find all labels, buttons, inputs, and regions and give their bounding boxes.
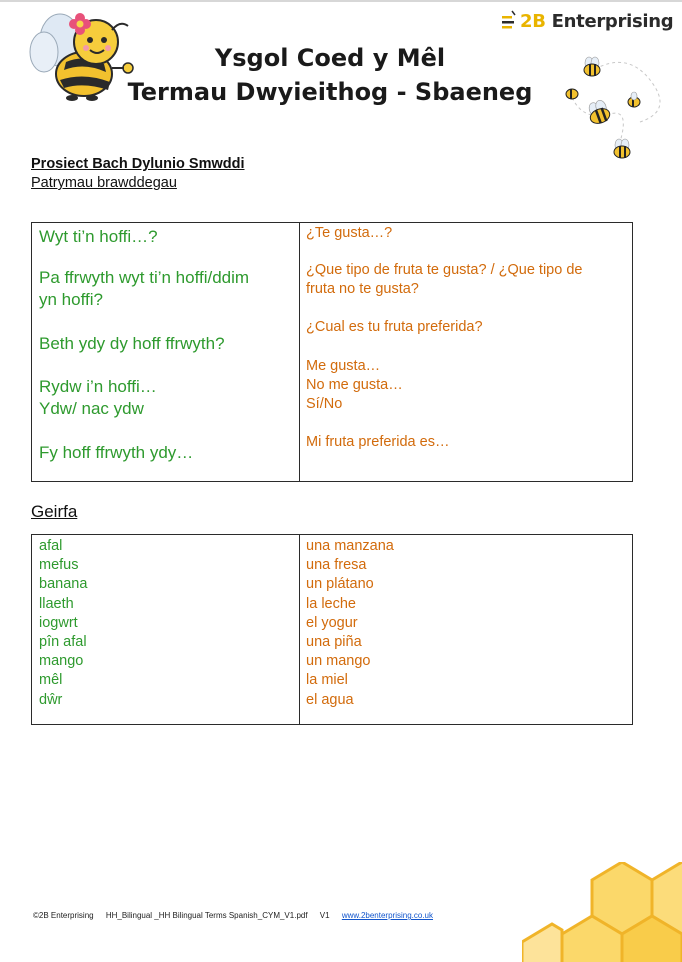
school-title: Ysgol Coed y Mêl: [214, 44, 446, 72]
list-item: un plátano: [306, 576, 374, 593]
spanish-sentence: ¿Cual es tu fruta preferida?: [306, 319, 483, 335]
footer-version: V1: [319, 911, 330, 920]
spanish-sentence: ¿Que tipo de fruta te gusta? / ¿Que tipo de: [306, 262, 583, 278]
vocabulary-table: [31, 534, 633, 725]
spanish-sentence: No me gusta…: [306, 377, 403, 393]
welsh-sentence: Wyt ti’n hoffi…?: [39, 227, 158, 246]
welsh-sentence: Ydw/ nac ydw: [39, 399, 144, 418]
brand-name: 2B Enterprising: [520, 10, 674, 32]
spanish-sentence: fruta no te gusta?: [306, 281, 419, 297]
section-heading-vocabulary: Geirfa: [31, 502, 78, 521]
list-item: banana: [39, 576, 88, 593]
footer-copyright: ©2B Enterprising: [33, 911, 94, 920]
spanish-sentence: ¿Te gusta…?: [306, 225, 393, 241]
list-item: una fresa: [306, 557, 367, 574]
bee-swarm-icon: [560, 52, 678, 174]
welsh-sentence: Pa ffrwyth wyt ti’n hoffi/ddim: [39, 268, 250, 287]
honeycomb-decoration: [522, 862, 682, 962]
document-title: Termau Dwyieithog - Sbaeneg: [127, 78, 533, 106]
welsh-sentence: yn hoffi?: [39, 290, 103, 309]
welsh-sentence: Rydw i’n hoffi…: [39, 377, 157, 396]
list-item: afal: [39, 538, 63, 554]
list-item: un mango: [306, 653, 371, 670]
footer: [33, 911, 443, 920]
list-item: la miel: [306, 672, 348, 689]
spanish-sentence: Me gusta…: [306, 358, 381, 374]
page-top-border: [0, 0, 682, 2]
welsh-vocab-list: [39, 537, 87, 710]
spanish-column: [300, 223, 632, 481]
footer-filename: HH_Bilingual _HH Bilingual Terms Spanish_CYM_V1.pdf: [105, 911, 308, 920]
footer-website-link[interactable]: www.2benterprising.co.uk: [341, 911, 433, 920]
spanish-sentence: Sí/No: [306, 396, 343, 412]
list-item: una piña: [306, 634, 362, 651]
sentence-patterns-table: [31, 222, 633, 482]
brand-logo-icon: [500, 10, 518, 32]
welsh-sentence: Beth ydy dy hoff ffrwyth?: [39, 334, 225, 353]
welsh-column: [32, 223, 300, 481]
spanish-vocab-list: [306, 537, 394, 710]
list-item: dŵr: [39, 691, 63, 708]
welsh-sentence: Fy hoff ffrwyth ydy…: [39, 443, 194, 462]
list-item: el agua: [306, 691, 354, 708]
list-item: mango: [39, 653, 84, 670]
list-item: una manzana: [306, 538, 394, 554]
list-item: llaeth: [39, 595, 74, 612]
spanish-sentence: Mi fruta preferida es…: [306, 434, 450, 450]
list-item: el yogur: [306, 614, 358, 631]
list-item: mefus: [39, 557, 79, 574]
brand-logo: [500, 10, 673, 32]
welsh-vocab-column: [32, 535, 300, 724]
list-item: mêl: [39, 672, 63, 689]
list-item: pîn afal: [39, 634, 87, 651]
list-item: iogwrt: [39, 614, 78, 631]
list-item: la leche: [306, 595, 356, 612]
spanish-vocab-column: [300, 535, 632, 724]
section-heading-sentence-patterns: Patrymau brawddegau: [31, 175, 177, 191]
project-title: Prosiect Bach Dylunio Smwddi: [31, 156, 245, 172]
